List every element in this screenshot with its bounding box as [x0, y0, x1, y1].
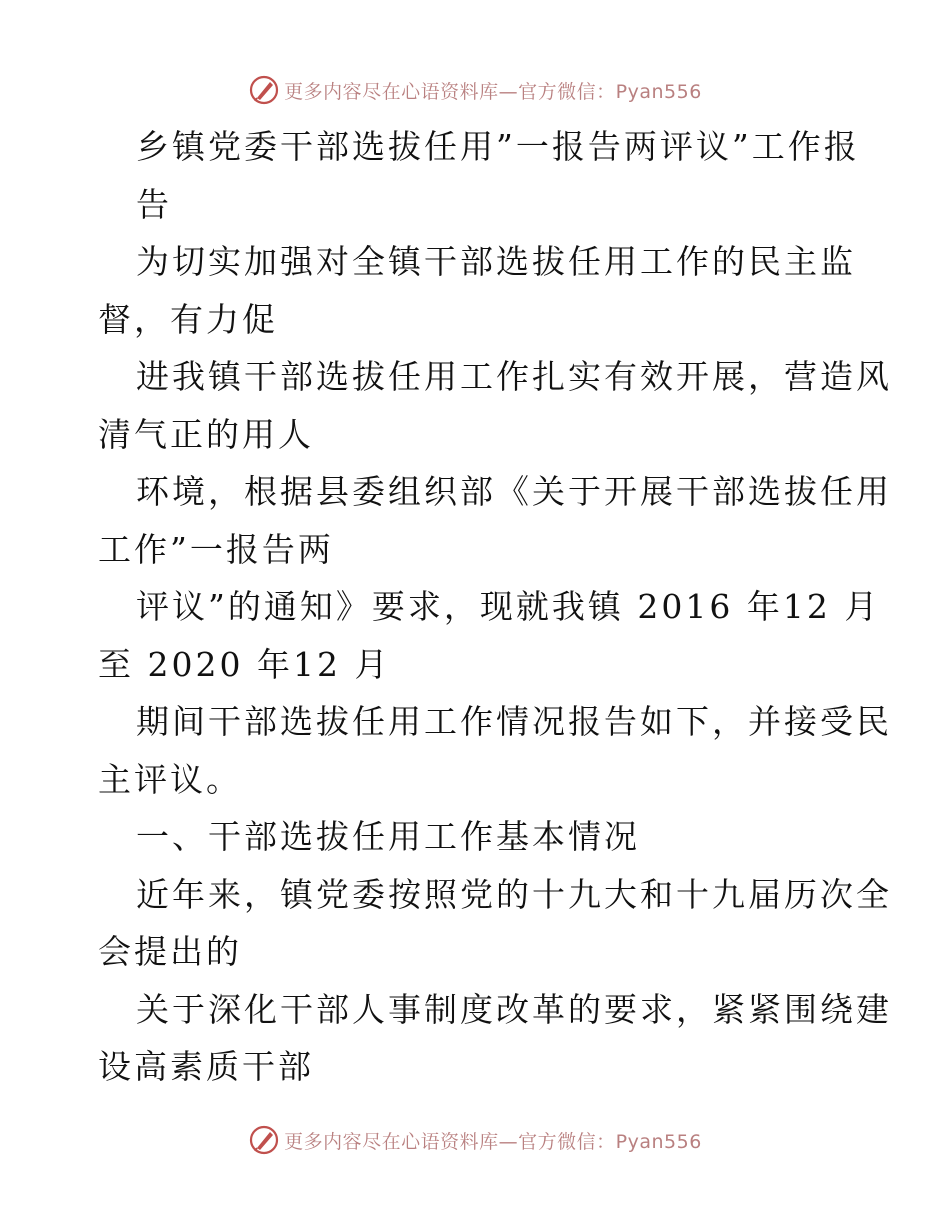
text-line: 工作”一报告两 [98, 529, 334, 569]
text-line: 会提出的 [98, 932, 242, 971]
text-line: 至 2020 年12 月 [98, 644, 391, 684]
text-line: 告 [136, 184, 172, 224]
text-line: 督，有力促 [98, 299, 278, 339]
text-line: 近年来，镇党委按照党的十九大和十九届历次全 [136, 874, 892, 914]
quill-pen-logo-icon [248, 1124, 280, 1156]
document-body [98, 118, 892, 1096]
text-line: 期间干部选拔任用工作情况报告如下，并接受民 [136, 702, 892, 741]
text-line: 主评议。 [98, 759, 242, 799]
watermark-text: 更多内容尽在心语资料库—官方微信：Pyan556 [284, 80, 702, 103]
text-line: 设高素质干部 [98, 1047, 314, 1086]
watermark-text: 更多内容尽在心语资料库—官方微信：Pyan556 [284, 1130, 702, 1153]
text-line: 关于深化干部人事制度改革的要求，紧紧围绕建 [136, 989, 892, 1029]
text-line: 乡镇党委干部选拔任用”一报告两评议”工作报 [136, 127, 860, 166]
text-line: 环境，根据县委组织部《关于开展干部选拔任用 [136, 472, 892, 511]
footer-watermark-banner [0, 1120, 950, 1160]
text-line: 进我镇干部选拔任用工作扎实有效开展，营造风 [136, 357, 892, 396]
quill-pen-logo-icon [248, 74, 280, 106]
text-line: 清气正的用人 [98, 414, 314, 454]
text-line: 评议”的通知》要求，现就我镇 2016 年12 月 [136, 587, 881, 626]
header-watermark-banner [0, 70, 950, 110]
text-line: 为切实加强对全镇干部选拔任用工作的民主监 [136, 242, 856, 281]
text-line: 一、干部选拔任用工作基本情况 [136, 817, 640, 856]
